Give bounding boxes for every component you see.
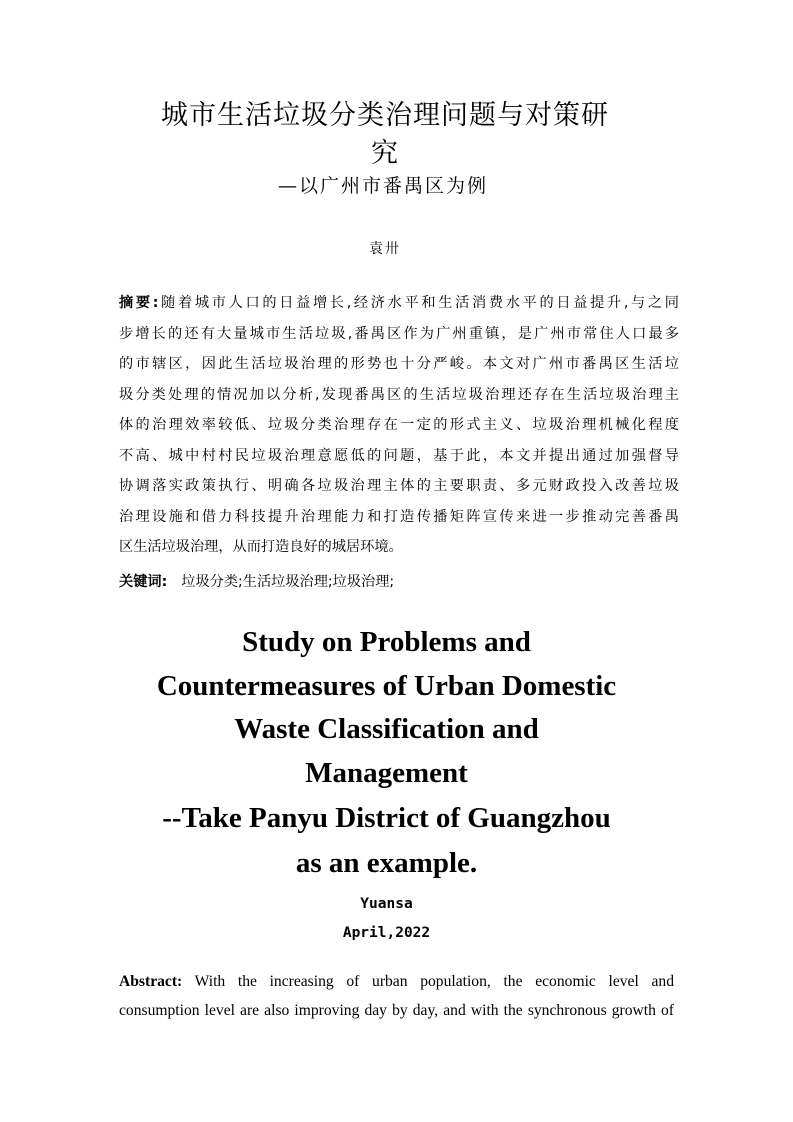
english-abstract-line: consumption level are also improving day by day, and with the synchronous growth of	[119, 1002, 674, 1019]
chinese-abstract-line: 区生活垃圾治理，从而打造良好的城居环境。	[119, 539, 403, 555]
chinese-abstract-line: 圾分类处理的情况加以分析,发现番禺区的生活垃圾治理还存在生活垃圾治理主	[119, 386, 679, 403]
english-title-line-3: Waste Classification and	[234, 713, 539, 745]
chinese-keywords	[119, 567, 394, 597]
english-abstract	[119, 967, 674, 1025]
chinese-abstract-line	[119, 288, 679, 319]
english-author: Yuansa	[360, 896, 413, 912]
chinese-title-line-1: 城市生活垃圾分类治理问题与对策研	[161, 100, 609, 131]
english-abstract-line	[119, 967, 674, 996]
chinese-keywords-label: 关键词:	[119, 574, 168, 590]
chinese-abstract-text: 随着城市人口的日益增长,经济水平和生活消费水平的日益提升,与之同	[158, 295, 679, 311]
chinese-abstract	[119, 288, 679, 563]
chinese-abstract-line: 体的治理效率较低、垃圾分类治理存在一定的形式主义、垃圾治理机械化程度	[119, 417, 679, 433]
chinese-abstract-line: 步增长的还有大量城市生活垃圾,番禺区作为广州重镇，是广州市常住人口最多	[119, 325, 679, 342]
chinese-author: 袁卅	[369, 241, 401, 257]
english-abstract-text: With the increasing of urban population, the economic level and	[194, 973, 674, 990]
english-title-line-4: Management	[305, 757, 468, 789]
chinese-keywords-text: 垃圾分类;生活垃圾治理;垃圾治理;	[181, 574, 395, 590]
english-date: April,2022	[342, 925, 431, 941]
english-abstract-label: Abstract:	[119, 973, 183, 990]
chinese-abstract-line: 不高、城中村村民垃圾治理意愿低的问题，基于此，本文并提出通过加强督导	[119, 447, 679, 464]
english-subtitle-line-2: as an example.	[295, 847, 478, 879]
english-title-line-1: Study on Problems and	[242, 626, 531, 658]
chinese-abstract-line: 协调落实政策执行、明确各垃圾治理主体的主要职责、多元财政投入改善垃圾	[119, 478, 679, 494]
english-title-line-2: Countermeasures of Urban Domestic	[156, 670, 617, 702]
chinese-title-line-2: 究	[371, 138, 399, 169]
chinese-abstract-line: 治理设施和借力科技提升治理能力和打造传播矩阵宣传来进一步推动完善番禺	[119, 508, 679, 525]
chinese-subtitle: —以广州市番禺区为例	[278, 175, 489, 197]
english-subtitle-line-1: --Take Panyu District of Guangzhou	[162, 802, 611, 834]
chinese-abstract-label: 摘要:	[119, 295, 159, 311]
chinese-abstract-line: 的市辖区，因此生活垃圾治理的形势也十分严峻。本文对广州市番禺区生活垃	[119, 356, 679, 372]
